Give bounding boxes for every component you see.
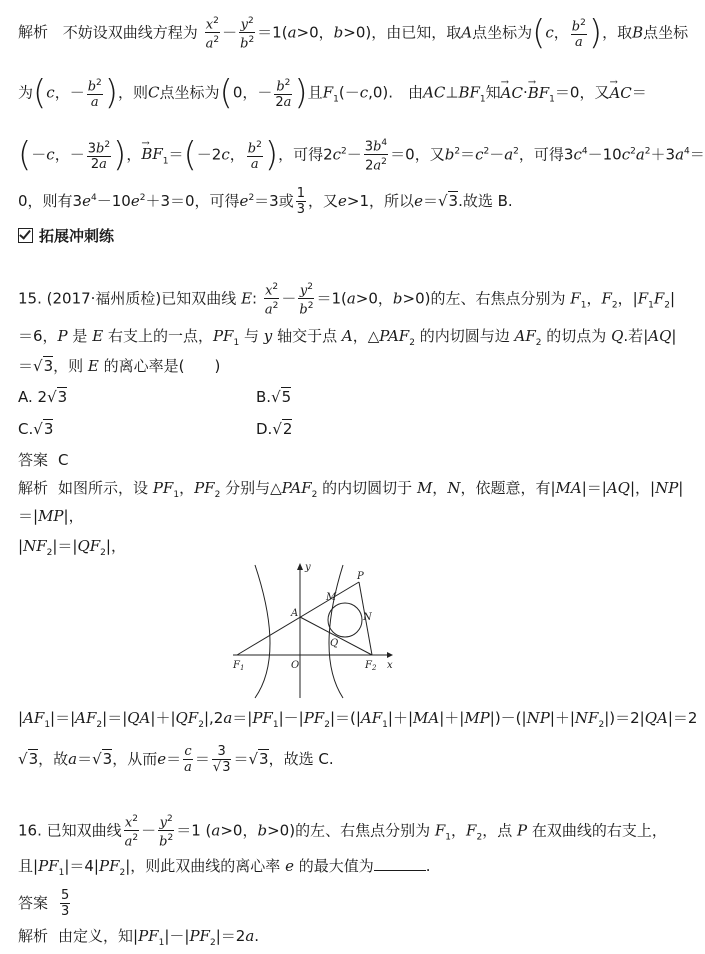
answer-label: 答案 xyxy=(18,894,49,912)
q15-analysis-5: √3，故a＝√3，从而e＝ $\frac{c}{a}$ ＝ $\frac{3}{√3}$ ＝√3，故选 C. xyxy=(18,744,334,775)
option-b[interactable]: B.√5 xyxy=(256,388,292,406)
incircle xyxy=(328,603,362,637)
left-branch xyxy=(255,565,270,698)
label-x: x xyxy=(387,660,393,671)
q15-analysis-1: 解析 如图所示，设 $PF_1$，$PF_2$ 分别与$\triangle PAF_2$ 的内切圆切于 M，N，依题意，有|MA|＝|AQ|，|NP| xyxy=(18,479,684,500)
q16-line-2: 且$|PF_1|=4|PF_2|$，则此双曲线的离心率 e 的最大值为 . xyxy=(18,857,431,878)
answer-label: 答案 xyxy=(18,451,49,469)
label-o: O xyxy=(291,660,300,671)
option-a[interactable]: A. 2√3 xyxy=(18,388,68,406)
answer-value: C xyxy=(58,451,69,469)
q16-answer xyxy=(18,888,72,919)
q15-answer xyxy=(18,450,69,470)
line-af2 xyxy=(300,617,372,655)
answer-blank[interactable] xyxy=(374,856,426,871)
label-a: A xyxy=(291,608,299,619)
checkbox-icon xyxy=(18,228,33,243)
label-y: y xyxy=(305,562,311,573)
prev-line-1: 解析 不妨设双曲线方程为 $\frac{x^2}{a^2}$ － $\frac{y^2}{b^2}$ ＝1(a>0，b>0)，由已知，取A点坐标为(c， $\frac{b^2}{a}$ )，取B点坐标 xyxy=(18,12,689,53)
hyperbola-figure xyxy=(225,560,395,700)
label-n: N xyxy=(363,612,372,623)
label-f1: $F_1$ xyxy=(233,660,245,672)
option-d[interactable]: D.√2 xyxy=(256,420,293,438)
q15-analysis-3: $|NF_2|=|QF_2|$， xyxy=(18,537,126,558)
q16-analysis: 解析 由定义，知$|PF_1|-|PF_2|=2a$. xyxy=(18,927,260,948)
label-f2: $F_2$ xyxy=(365,660,377,672)
right-branch xyxy=(329,565,343,698)
label-p: P xyxy=(357,571,364,582)
analysis-label: 解析 xyxy=(18,479,49,497)
answer-fraction: $\frac{5}{3}$ xyxy=(61,888,70,919)
analysis-label: 解析 xyxy=(18,927,49,945)
q16-line-1: 16. 已知双曲线 $\frac{x^2}{a^2}$ － $\frac{y^2}{b^2}$ ＝1 (a>0，b>0)的左、右焦点分别为 $F_1$，$F_2$，点 P 在双曲线的右支上， xyxy=(18,814,667,850)
prev-line-4: 0，则有$3e^4-10e^2+3=0$，可得$e^2=3$或 $\frac{1}{3}$ ，又e>1，所以e＝√3.故选 B. xyxy=(18,186,513,217)
x-axis-arrow xyxy=(387,652,393,658)
analysis-label: 解析 xyxy=(18,23,49,42)
q15-line-1: 15. (2017·福州质检)已知双曲线 E: $\frac{x^2}{a^2}$ － $\frac{y^2}{b^2}$ ＝1(a>0，b>0)的左、右焦点分别为 $F_1$，$F_2$，$|F_1F_2|$ xyxy=(18,282,676,318)
y-axis-arrow xyxy=(297,563,303,570)
q15-analysis-2: ＝|MP|， xyxy=(18,507,84,525)
option-c[interactable]: C.√3 xyxy=(18,420,54,438)
prev-line-3: (－c，－ $\frac{3b^2}{2a}$ )，→ $BF_1=(-2c$， $\frac{b^2}{a}$ )，可得$2c^2-$ $\frac{3b^4}{2a^2}$ ＝0，又$b^2=c^2-a^2$，可得$3c^4-10c^2a^2+3a^4=$ xyxy=(18,136,705,174)
section-header: 拓展冲刺练 xyxy=(18,226,114,246)
label-m: M xyxy=(326,592,337,603)
q15-line-3: ＝√3，则 E 的离心率是( ) xyxy=(18,357,221,375)
q15-analysis-4: $|AF_1|=|AF_2|=|QA|+|QF_2|,2a=|PF_1|-|PF_2|=(|AF_1|+|MA|+|MP|)-(|NP|+|NF_2|)=2|QA|=2$ xyxy=(18,709,698,730)
label-q: Q xyxy=(330,638,339,649)
q15-line-2: ＝6，P 是 E 右支上的一点，$PF_1$ 与 y 轴交于点 A，$\triangle PAF_2$ 的内切圆与边 $AF_2$ 的切点为 Q.若|AQ| xyxy=(18,327,677,348)
prev-line-2: 为(c，－ $\frac{b^2}{a}$ )，则C点坐标为(0，－ $\frac{b^2}{2a}$ )且$F_1(-c,0)$. 由$AC\perp BF_1$知→ $AC\cdot\to BF_1=0$，又→ AC＝ xyxy=(18,76,647,110)
